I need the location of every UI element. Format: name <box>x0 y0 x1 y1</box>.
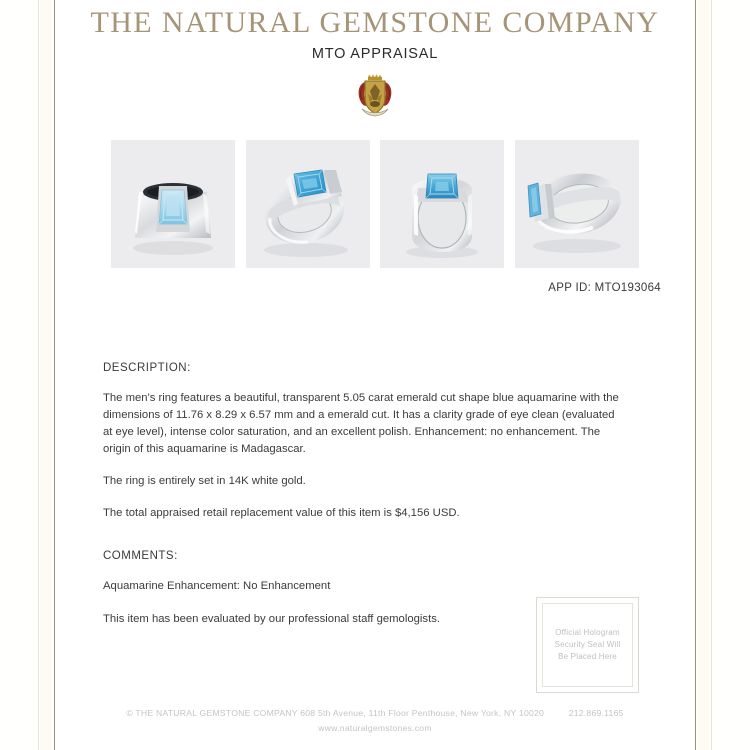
footer-website[interactable]: www.naturalgemstones.com <box>318 722 432 733</box>
seal-line-1: Official Hologram <box>555 628 620 637</box>
hologram-seal-placeholder <box>536 597 639 693</box>
ring-photo-angled[interactable] <box>246 140 370 268</box>
ring-photo-upright[interactable] <box>380 140 504 268</box>
heraldic-crest-icon <box>354 74 396 118</box>
ring-photo-rear[interactable] <box>515 140 639 268</box>
seal-line-3: Be Placed Here <box>558 652 617 661</box>
ring-photo-front[interactable] <box>111 140 235 268</box>
page-border-thin-right <box>711 0 712 750</box>
crest-logo-wrap <box>55 74 695 118</box>
company-title: THE NATURAL GEMSTONE COMPANY <box>90 6 660 39</box>
page-border-thin-left <box>38 0 39 750</box>
app-id-label: APP ID: MTO193064 <box>548 281 661 294</box>
page-content <box>55 0 695 750</box>
page-edge-strip-right <box>698 0 710 750</box>
comments-paragraph-1: Aquamarine Enhancement: No Enhancement <box>103 580 331 593</box>
description-heading: DESCRIPTION: <box>103 361 191 374</box>
footer-address-line <box>55 706 695 721</box>
comments-paragraph-2: This item has been evaluated by our professional staff gemologists. <box>103 612 441 625</box>
hologram-seal-inner-border <box>542 603 633 687</box>
description-paragraph-2: The ring is entirely set in 14K white gold. <box>103 475 306 488</box>
page-edge-strip-left <box>40 0 52 750</box>
footer-phone: 212.869.1165 <box>568 707 624 718</box>
seal-line-2: Security Seal Will <box>554 640 621 649</box>
hologram-seal-text <box>555 627 621 663</box>
product-image-gallery <box>111 140 639 268</box>
footer-company-address: © THE NATURAL GEMSTONE COMPANY 608 5th Avenue, 11th Floor Penthouse, New York, NY 10020 <box>126 707 545 718</box>
appraisal-body <box>103 362 647 628</box>
document-subtitle: MTO APPRAISAL <box>311 45 439 62</box>
page-footer <box>55 706 695 736</box>
description-paragraph-1: The men's ring features a beautiful, transparent 5.05 carat emerald cut shape blue aquamarine with the dimensions of 11.76 x 8.29 x 6.57 mm and a emerald cut. It has a clarity grade of eye clean (evaluated at eye level), intense color saturation, and an excellent polish. Enhancement: no enhancement. The origin of this aquamarine is Madagascar. <box>103 391 619 455</box>
description-paragraph-3: The total appraised retail replacement value of this item is $4,156 USD. <box>103 507 460 520</box>
page-border-right <box>695 0 696 750</box>
comments-heading: COMMENTS: <box>103 550 178 563</box>
